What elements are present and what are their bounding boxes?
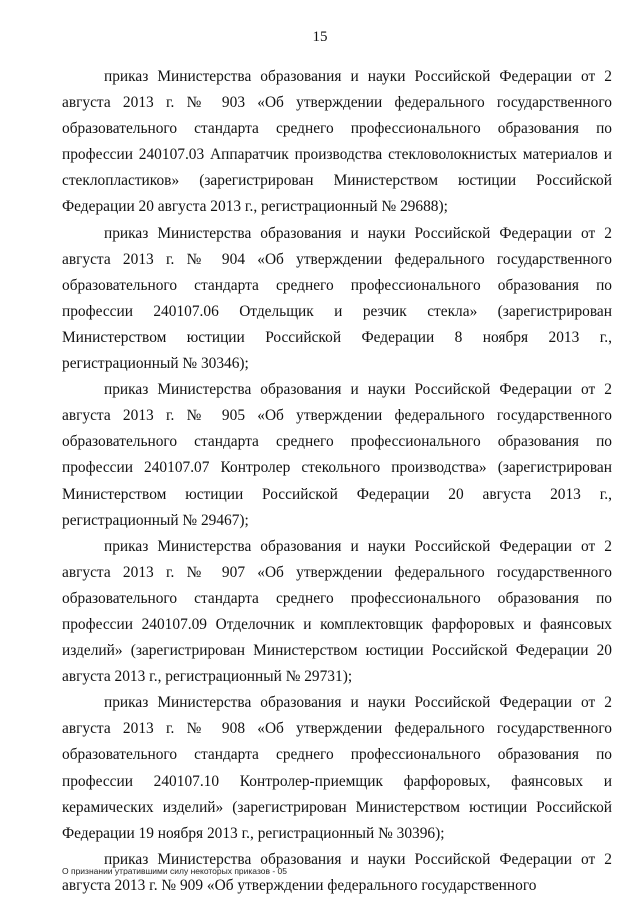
paragraph-order-905: приказ Министерства образования и науки Российской Федерации от 2 августа 2013 г. № 905 «Об утверждении федерального государственного образовательного стандарта среднего профессионального образования по профессии 240107.07 Контролер стекольного производства» (зарегистрирован Министерством юстиции Российской Федерации 20 августа 2013 г., регистрационный № 29467); xyxy=(62,381,612,529)
paragraph-order-904: приказ Министерства образования и науки Российской Федерации от 2 августа 2013 г. № 904 «Об утверждении федерального государственного образовательного стандарта среднего профессионального образования по профессии 240107.06 Отдельщик и резчик стекла» (зарегистрирован Министерством юстиции Российской Федерации 8 ноября 2013 г., регистрационный № 30346); xyxy=(62,224,612,373)
paragraph-order-908: приказ Министерства образования и науки Российской Федерации от 2 августа 2013 г. № 908 «Об утверждении федерального государственного образовательного стандарта среднего профессионального образования по профессии 240107.10 Контролер-приемщик фарфоровых, фаянсовых и керамических изделий» (зарегистрирован Министерством юстиции Российской Федерации 19 ноября 2013 г., регистрационный № 30396); xyxy=(62,694,612,842)
paragraph-order-903: приказ Министерства образования и науки Российской Федерации от 2 августа 2013 г. № 903 «Об утверждении федерального государственного образовательного стандарта среднего профессионального образования по профессии 240107.03 Аппаратчик производства стекловолокнистых материалов и стеклопластиков» (зарегистрирован Министерством юстиции Российской Федерации 20 августа 2013 г., регистрационный № 29688); xyxy=(62,68,612,216)
paragraph-order-909: приказ Министерства образования и науки Российской Федерации от 2 августа 2013 г. № 909 «Об утверждении федерального государственного xyxy=(62,850,612,894)
document-body xyxy=(62,64,612,899)
page-number: 15 xyxy=(312,29,328,45)
document-footer: О признании утратившими силу некоторых приказов - 05 xyxy=(62,866,287,876)
paragraph-order-907: приказ Министерства образования и науки Российской Федерации от 2 августа 2013 г. № 907 «Об утверждении федерального государственного образовательного стандарта среднего профессионального образования по профессии 240107.09 Отделочник и комплектовщик фарфоровых и фаянсовых изделий» (зарегистрирован Министерством юстиции Российской Федерации 20 августа 2013 г., регистрационный № 29731); xyxy=(62,537,612,686)
